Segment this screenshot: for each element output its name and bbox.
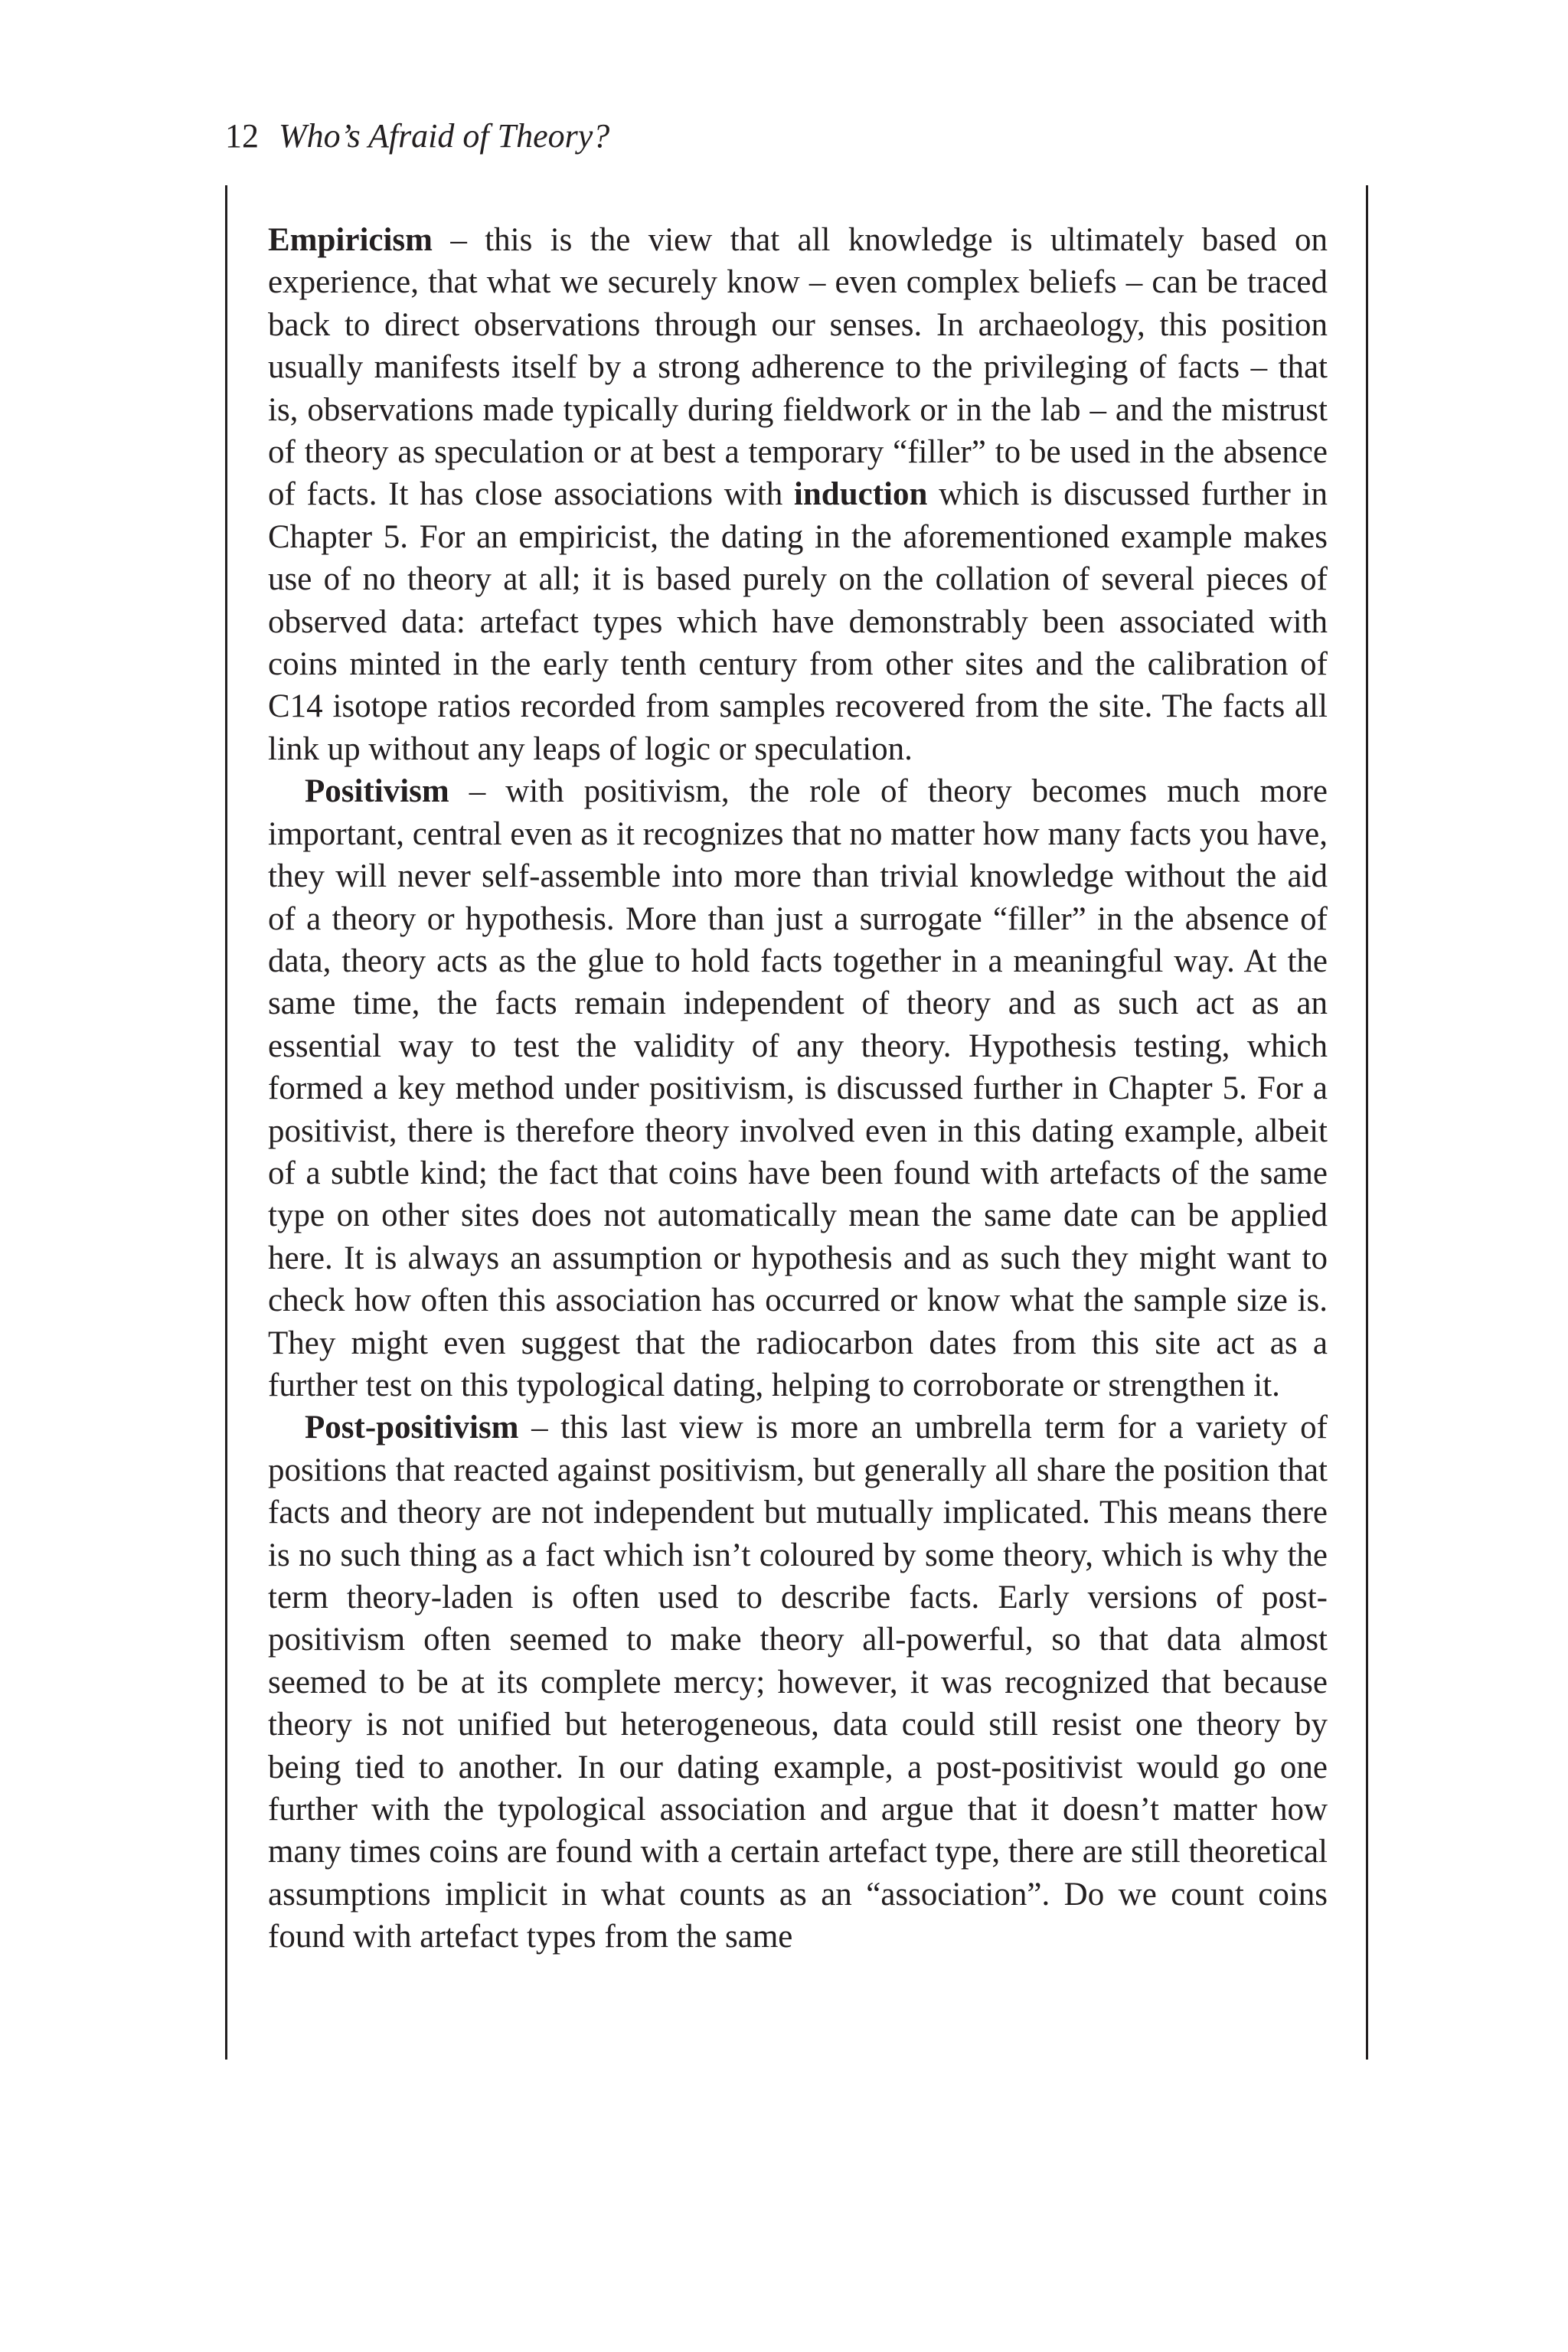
paragraph-text: – this last view is more an umbrella term for a variety of positions that reacted against positivism, but generally all share the position that facts and theory are not independent but mutually implicated. This means there is no such thing as a fact which isn’t coloured by some theory, which is why the term theory-laden is often used to describe facts. Early versions of post-positivism often seemed to make theory all-powerful, so that data almost seemed to be at its complete mercy; however, it was recognized that because theory is not unified but heterogeneous, data could still resist one theory by being tied to another. In our dating example, a post-positivist would go one further with the typological association and argue that it doesn’t matter how many times coins are found with a certain artefact type, there are still theoretical assumptions implicit in what counts as an “association”. Do we count coins found with artefact types from the same — [268, 1410, 1328, 1955]
paragraph-post-positivism — [268, 1406, 1328, 1958]
paragraph-positivism — [268, 770, 1328, 1406]
paragraph-empiricism — [268, 219, 1328, 770]
paragraph-text: which is discussed further in Chapter 5. For an empiricist, the dating in the aforementioned example makes use of no theory at all; it is based purely on the collation of several pieces of observed data: artefact types which have demonstrably been associated with coins minted in the early tenth century from other sites and the calibration of C14 isotope ratios recorded from samples recovered from the site. The facts all link up without any leaps of logic or speculation. — [268, 476, 1328, 767]
box-right-rule — [1366, 185, 1368, 2060]
term-empiricism: Empiricism — [268, 222, 433, 258]
term-post-positivism: Post-positivism — [305, 1410, 519, 1446]
paragraph-text: – with positivism, the role of theory becomes much more important, central even as it recognizes that no matter how many facts you have, they will never self-assemble into more than trivial knowledge without the aid of a theory or hypothesis. More than just a surrogate “filler” in the absence of data, theory acts as the glue to hold facts together in a meaningful way. At the same time, the facts remain independent of theory and as such act as an essential way to test the validity of any theory. Hypothesis testing, which formed a key method under positivism, is discussed further in Chapter 5. For a positivist, there is therefore theory involved even in this dating example, albeit of a subtle kind; the fact that coins have been found with artefacts of the same type on other sites does not automatically mean the same date can be applied here. It is always an assumption or hypothesis and as such they might want to check how often this association has occurred or know what the sample size is. They might even suggest that the radiocarbon dates from this site act as a further test on this typological dating, helping to corroborate or strengthen it. — [268, 773, 1328, 1403]
boxed-text — [268, 219, 1328, 1958]
box-left-rule — [225, 185, 227, 2060]
paragraph-text: – this is the view that all knowledge is ultimately based on experience, that what we securely know – even complex beliefs – can be traced back to direct observations through our senses. In archaeology, this position usually manifests itself by a strong adherence to the privileging of facts – that is, observations made typically during fieldwork or in the lab – and the mistrust of theory as speculation or at best a temporary “filler” to be used in the absence of facts. It has close associations with — [268, 222, 1328, 513]
book-title: Who’s Afraid of Theory? — [279, 117, 610, 155]
term-positivism: Positivism — [305, 773, 449, 810]
term-induction: induction — [793, 476, 928, 513]
running-head — [225, 113, 609, 159]
page-number: 12 — [225, 117, 259, 155]
